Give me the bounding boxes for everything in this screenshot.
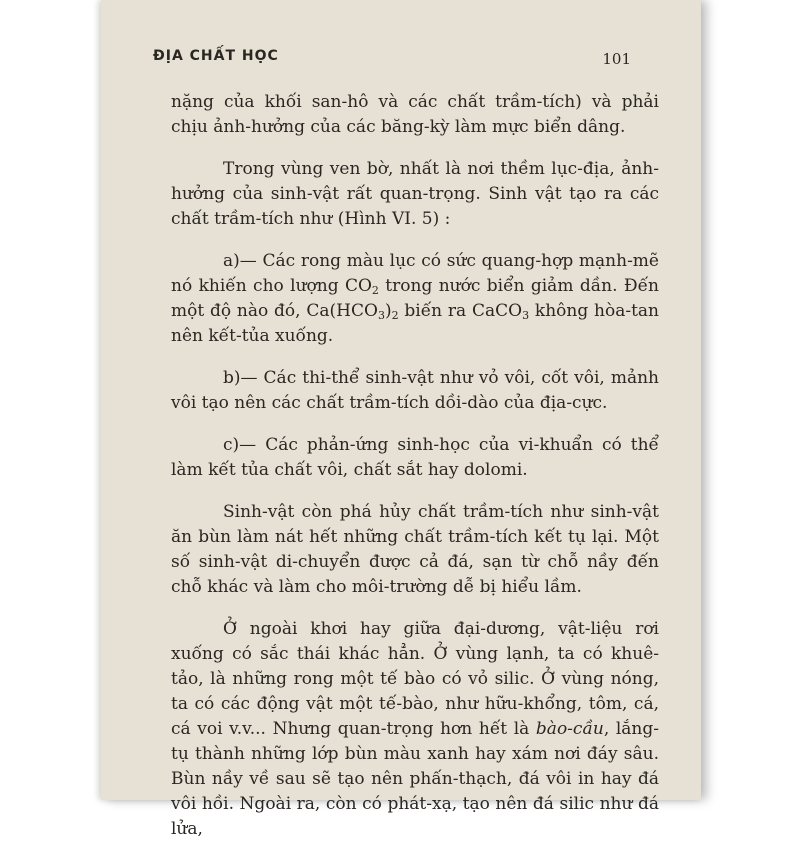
formula-main: CaCO bbox=[472, 301, 523, 321]
text-segment: biến ra bbox=[398, 301, 472, 321]
paragraph-organisms-destroy: Sinh-vật còn phá hủy chất trầm-tích như sinh-vật ăn bùn làm nát hết những chất trầm-tích kết tụ lại. Một số sinh-vật di-chuyển được cả đá, sạn từ chỗ nầy đến chỗ khác và làm cho môi-trường dễ bị hiểu lầm. bbox=[171, 502, 659, 597]
page-body bbox=[171, 90, 659, 859]
formula-calcium-bicarbonate bbox=[306, 301, 398, 321]
running-head: ĐỊA CHẤT HỌC bbox=[153, 48, 279, 64]
formula-subscript: 2 bbox=[391, 309, 399, 322]
formula-main: ) bbox=[384, 301, 392, 321]
text-segment: a)— Các rong màu lục có sức quang-hợp mạnh-mẽ nó khiến cho lượng bbox=[171, 251, 659, 296]
text-segment: , lắng-tụ thành những lớp bùn màu xanh hay xám nơi đáy sâu. Bùn nầy về sau sẽ tạo nên phấn-thạch, đá vôi in hay đá vôi hồi. Ngoài ra, còn có phát-xạ, tạo nên đá silic như đá lửa, bbox=[171, 719, 659, 839]
formula-co2 bbox=[345, 276, 379, 296]
formula-subscript: 3 bbox=[377, 309, 385, 322]
text-segment: không hòa-tan nên kết-tủa xuống. bbox=[171, 301, 660, 346]
formula-main: CO bbox=[344, 276, 372, 296]
emphasized-term: bào-cầu bbox=[535, 719, 604, 739]
book-page bbox=[101, 0, 701, 839]
list-item-a bbox=[171, 249, 659, 349]
formula-subscript: 2 bbox=[371, 284, 379, 297]
formula-caco3 bbox=[472, 301, 529, 321]
text-segment: trong nước biển giảm dần. Đến một độ nào đó, bbox=[171, 276, 659, 321]
list-item-b: b)— Các thi-thể sinh-vật như vỏ vôi, cốt vôi, mảnh vôi tạo nên các chất trầm-tích dồi-dào của địa-cực. bbox=[171, 368, 659, 413]
list-item-c: c)— Các phản-ứng sinh-học của vi-khuẩn có thể làm kết tủa chất vôi, chất sắt hay dolomi. bbox=[171, 435, 659, 480]
page-header bbox=[153, 48, 631, 72]
formula-main: Ca(HCO bbox=[306, 301, 378, 321]
paragraph-coastal-organisms: Trong vùng ven bờ, nhất là nơi thềm lục-địa, ảnh-hưởng của sinh-vật rất quan-trọng. Sinh vật tạo ra các chất trầm-tích như (Hình VI. 5) : bbox=[171, 159, 659, 229]
page-number: 101 bbox=[602, 50, 631, 68]
paragraph-continuation: nặng của khối san-hô và các chất trầm-tích) và phải chịu ảnh-hưởng của các băng-kỳ làm mực biển dâng. bbox=[171, 92, 659, 137]
paragraph-open-ocean bbox=[171, 617, 659, 842]
text-segment: Ở ngoài khơi hay giữa đại-dương, vật-liệu rơi xuống có sắc thái khác hẳn. Ở vùng lạnh, ta có khuê-tảo, là những rong một tế bào có vỏ silic. Ở vùng nóng, ta có các động vật một tế-bào, như hữu-khổng, tôm, cá, cá voi v.v... Nhưng quan-trọng hơn hết là bbox=[171, 619, 659, 739]
formula-subscript: 3 bbox=[522, 309, 530, 322]
